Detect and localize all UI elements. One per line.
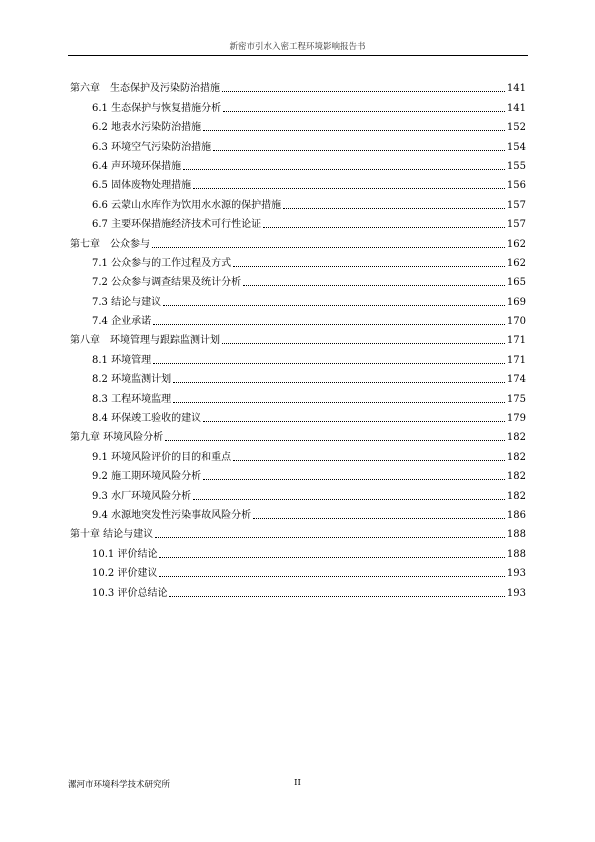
- toc-section-entry[interactable]: [70, 503, 526, 522]
- toc-chapter-entry[interactable]: [70, 522, 526, 541]
- toc-dot-leader: [165, 439, 505, 441]
- toc-entry-title: 9.4 水源地突发性污染事故风险分析: [92, 509, 252, 521]
- toc-entry-page: 188: [506, 529, 526, 541]
- toc-dot-leader: [222, 342, 505, 344]
- toc-dot-leader: [253, 517, 505, 519]
- toc-entry-title: 6.5 固体废物处理措施: [92, 180, 192, 192]
- toc-entry-title: 8.1 环境管理: [92, 354, 152, 366]
- toc-entry-page: 186: [506, 509, 526, 521]
- toc-section-entry[interactable]: [70, 444, 526, 463]
- toc-dot-leader: [169, 595, 504, 597]
- toc-entry-page: 193: [506, 587, 526, 599]
- toc-entry-page: 182: [506, 432, 526, 444]
- table-of-contents: [70, 76, 526, 600]
- toc-dot-leader: [159, 575, 504, 577]
- toc-entry-page: 188: [506, 548, 526, 560]
- toc-entry-title: 7.2 公众参与调查结果及统计分析: [92, 277, 242, 289]
- toc-entry-title: 10.3 评价总结论: [92, 587, 168, 599]
- toc-entry-title: 7.1 公众参与的工作过程及方式: [92, 257, 232, 269]
- toc-section-entry[interactable]: [70, 212, 526, 231]
- toc-section-entry[interactable]: [70, 115, 526, 134]
- toc-dot-leader: [263, 226, 505, 228]
- toc-chapter-entry[interactable]: [70, 231, 526, 250]
- toc-entry-page: 141: [506, 83, 526, 95]
- toc-section-entry[interactable]: [70, 134, 526, 153]
- toc-section-entry[interactable]: [70, 289, 526, 308]
- toc-entry-page: 157: [506, 199, 526, 211]
- toc-chapter-entry[interactable]: [70, 425, 526, 444]
- toc-section-entry[interactable]: [70, 386, 526, 405]
- toc-entry-page: 154: [506, 141, 526, 153]
- toc-dot-leader: [243, 284, 505, 286]
- toc-entry-page: 179: [506, 413, 526, 425]
- toc-entry-title: 9.1 环境风险评价的目的和重点: [92, 451, 232, 463]
- toc-entry-title: 9.3 水厂环境风险分析: [92, 490, 192, 502]
- toc-section-entry[interactable]: [70, 95, 526, 114]
- toc-entry-page: 174: [506, 374, 526, 386]
- toc-entry-title: 8.4 环保竣工验收的建议: [92, 413, 202, 425]
- toc-entry-page: 175: [506, 393, 526, 405]
- header-divider: [68, 55, 528, 56]
- toc-entry-page: 169: [506, 296, 526, 308]
- toc-entry-page: 152: [506, 122, 526, 134]
- toc-section-entry[interactable]: [70, 483, 526, 502]
- toc-entry-title: 第九章 环境风险分析: [70, 432, 164, 444]
- toc-dot-leader: [283, 207, 505, 209]
- toc-entry-title: 第六章 生态保护及污染防治措施: [70, 83, 220, 95]
- toc-entry-page: 162: [506, 238, 526, 250]
- toc-entry-title: 8.3 工程环境监理: [92, 393, 172, 405]
- toc-dot-leader: [159, 556, 504, 558]
- toc-dot-leader: [233, 459, 505, 461]
- toc-entry-page: 193: [506, 568, 526, 580]
- toc-section-entry[interactable]: [70, 541, 526, 560]
- toc-entry-page: 171: [506, 335, 526, 347]
- toc-dot-leader: [193, 498, 505, 500]
- toc-dot-leader: [163, 304, 505, 306]
- toc-dot-leader: [203, 420, 505, 422]
- toc-entry-title: 6.4 声环境环保措施: [92, 160, 182, 172]
- toc-dot-leader: [223, 110, 505, 112]
- toc-section-entry[interactable]: [70, 309, 526, 328]
- toc-dot-leader: [183, 168, 505, 170]
- toc-entry-page: 156: [506, 180, 526, 192]
- toc-section-entry[interactable]: [70, 154, 526, 173]
- footer-organization: 漯河市环境科学技术研究所: [68, 780, 171, 790]
- toc-entry-page: 171: [506, 354, 526, 366]
- toc-entry-page: 182: [506, 490, 526, 502]
- toc-dot-leader: [233, 265, 505, 267]
- toc-entry-title: 6.6 云蒙山水库作为饮用水水源的保护措施: [92, 199, 282, 211]
- footer-page-number: II: [294, 778, 301, 788]
- toc-entry-title: 6.2 地表水污染防治措施: [92, 122, 202, 134]
- toc-entry-title: 7.4 企业承诺: [92, 316, 152, 328]
- toc-entry-title: 第十章 结论与建议: [70, 529, 154, 541]
- toc-section-entry[interactable]: [70, 367, 526, 386]
- toc-chapter-entry[interactable]: [70, 76, 526, 95]
- toc-dot-leader: [203, 129, 505, 131]
- toc-entry-page: 162: [506, 257, 526, 269]
- toc-entry-page: 165: [506, 277, 526, 289]
- toc-entry-title: 6.3 环境空气污染防治措施: [92, 141, 212, 153]
- toc-dot-leader: [203, 478, 505, 480]
- toc-section-entry[interactable]: [70, 251, 526, 270]
- toc-entry-page: 170: [506, 316, 526, 328]
- toc-section-entry[interactable]: [70, 347, 526, 366]
- toc-section-entry[interactable]: [70, 406, 526, 425]
- toc-entry-title: 第八章 环境管理与跟踪监测计划: [70, 335, 220, 347]
- toc-dot-leader: [173, 381, 505, 383]
- toc-entry-page: 182: [506, 451, 526, 463]
- toc-dot-leader: [222, 90, 505, 92]
- toc-entry-page: 157: [506, 219, 526, 231]
- toc-dot-leader: [155, 536, 505, 538]
- toc-section-entry[interactable]: [70, 580, 526, 599]
- toc-section-entry[interactable]: [70, 561, 526, 580]
- toc-dot-leader: [153, 323, 505, 325]
- toc-section-entry[interactable]: [70, 173, 526, 192]
- page-header: 新密市引水入密工程环境影响报告书: [229, 42, 366, 52]
- toc-entry-title: 9.2 施工期环境风险分析: [92, 471, 202, 483]
- toc-section-entry[interactable]: [70, 192, 526, 211]
- toc-section-entry[interactable]: [70, 270, 526, 289]
- toc-entry-page: 141: [506, 102, 526, 114]
- toc-entry-title: 6.1 生态保护与恢复措施分析: [92, 102, 222, 114]
- toc-entry-title: 第七章 公众参与: [70, 238, 150, 250]
- toc-chapter-entry[interactable]: [70, 328, 526, 347]
- toc-dot-leader: [152, 246, 505, 248]
- toc-entry-page: 182: [506, 471, 526, 483]
- toc-section-entry[interactable]: [70, 464, 526, 483]
- toc-dot-leader: [213, 149, 505, 151]
- toc-entry-title: 10.2 评价建议: [92, 568, 158, 580]
- toc-entry-title: 8.2 环境监测计划: [92, 374, 172, 386]
- toc-dot-leader: [153, 362, 505, 364]
- toc-entry-page: 155: [506, 160, 526, 172]
- toc-dot-leader: [193, 187, 505, 189]
- toc-dot-leader: [173, 401, 505, 403]
- toc-entry-title: 6.7 主要环保措施经济技术可行性论证: [92, 219, 262, 231]
- toc-entry-title: 10.1 评价结论: [92, 548, 158, 560]
- toc-entry-title: 7.3 结论与建议: [92, 296, 162, 308]
